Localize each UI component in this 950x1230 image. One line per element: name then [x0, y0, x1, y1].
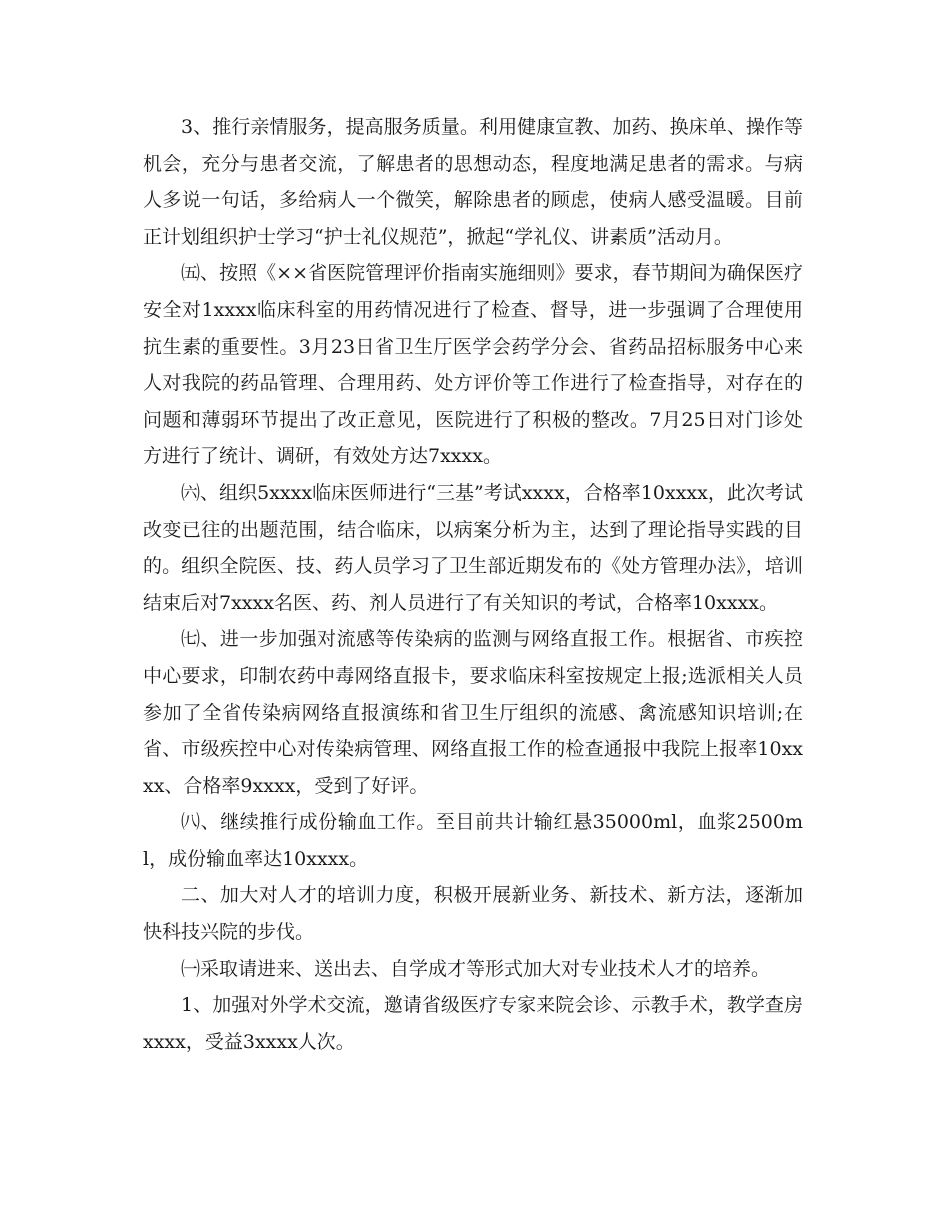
- document-body: [143, 109, 803, 1060]
- section-heading-talent-training: 二、加大对人才的培训力度，积极开展新业务、新技术、新方法，逐渐加快科技兴院的步伐。: [143, 884, 803, 944]
- paragraph-drug-inspection: ㈤、按照《××省医院管理评价指南实施细则》要求，春节期间为确保医疗安全对1xxxx临床科室的用药情况进行了检查、督导，进一步强调了合理使用抗生素的重要性。3月23日省卫生厅医学会药学分会、省药品招标服务中心来人对我院的药品管理、合理用药、处方评价等工作进行了检查指导，对存在的问题和薄弱环节提出了改正意见，医院进行了积极的整改。7月25日对门诊处方进行了统计、调研，有效处方达7xxxx。: [143, 262, 803, 468]
- paragraph-three-basics-exam: ㈥、组织5xxxx临床医师进行“三基”考试xxxx，合格率10xxxx，此次考试改变已往的出题范围，结合临床，以病案分析为主，达到了理论指导实践的目的。组织全院医、技、药人员学习了卫生部近期发布的《处方管理办法》，培训结束后对7xxxx名医、药、剂人员进行了有关知识的考试，合格率10xxxx。: [143, 481, 803, 614]
- paragraph-component-transfusion: ㈧、继续推行成份输血工作。至目前共计输红悬35000ml，血浆2500ml，成份输血率达10xxxx。: [143, 811, 803, 870]
- paragraph-infectious-disease-reporting: ㈦、进一步加强对流感等传染病的监测与网络直报工作。根据省、市疾控中心要求，印制农药中毒网络直报卡，要求临床科室按规定上报;选派相关人员参加了全省传染病网络直报演练和省卫生厅组织的流感、禽流感知识培训;在省、市级疾控中心对传染病管理、网络直报工作的检查通报中我院上报率10xxxx、合格率9xxxx，受到了好评。: [143, 628, 803, 797]
- subsection-heading-talent-cultivation: ㈠采取请进来、送出去、自学成才等形式加大对专业技术人才的培养。: [181, 957, 771, 980]
- paragraph-service-quality: 3、推行亲情服务，提高服务质量。利用健康宣教、加药、换床单、操作等机会，充分与患者交流，了解患者的思想动态，程度地满足患者的需求。与病人多说一句话，多给病人一个微笑，解除患者的顾虑，使病人感受温暖。目前正计划组织护士学习“护士礼仪规范”，掀起“学礼仪、讲素质”活动月。: [143, 116, 803, 248]
- paragraph-academic-exchange: 1、加强对外学术交流，邀请省级医疗专家来院会诊、示教手术，教学查房xxxx，受益3xxxx人次。: [143, 994, 803, 1053]
